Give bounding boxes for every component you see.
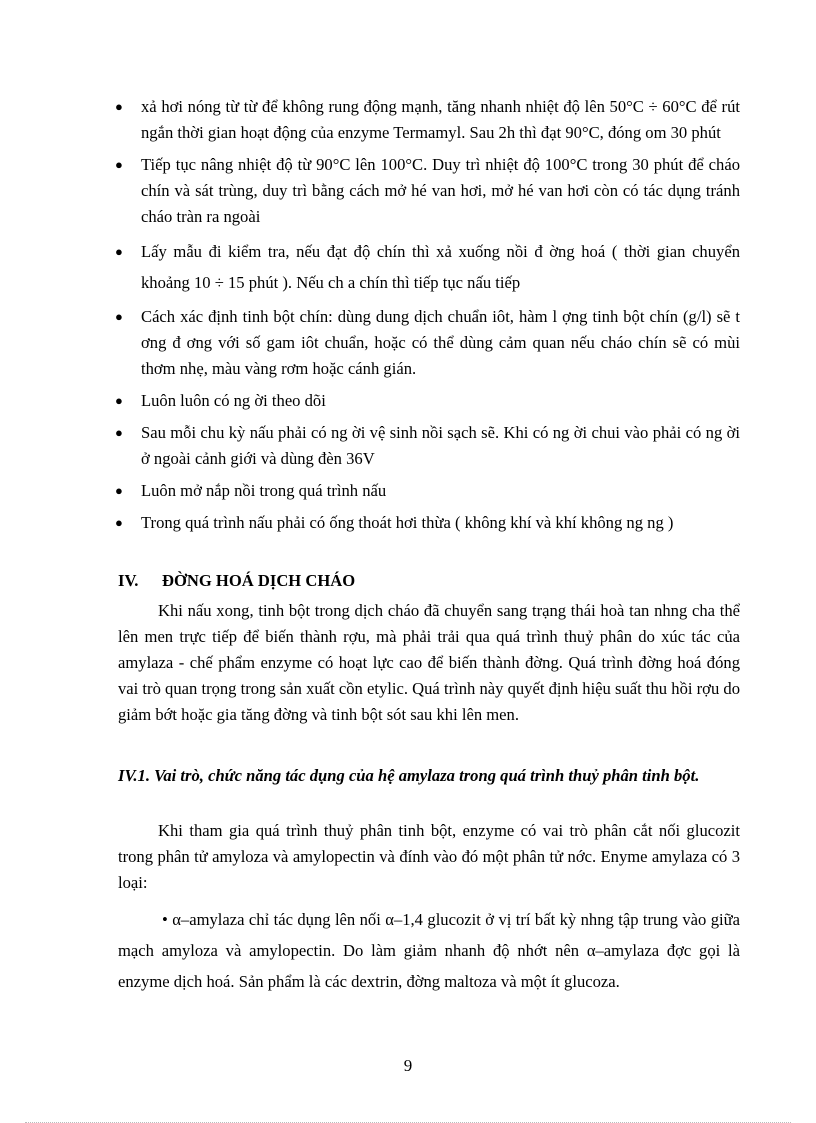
list-item-text: xả hơi nóng từ từ để không rung động mạnh, tăng nhanh nhiệt độ lên 50°C ÷ 60°C để rút ngắn thời gian hoạt động của enzyme Termamyl. Sau 2h thì đạt 90°C, đóng om 30 phút bbox=[141, 97, 740, 142]
bullet-list bbox=[110, 94, 740, 542]
body-paragraph: Khi nấu xong, tinh bột trong dịch cháo đã chuyển sang trạng thái hoà tan nhng cha thể lên men trực tiếp để biến thành rợu, mà phải trải qua quá trình thuỷ phân do xúc tác của amylaza - chế phẩm enzyme có hoạt lực cao để biến thành đờng. Quá trình đờng hoá đóng vai trò quan trọng trong sản xuất cồn etylic. Quá trình này quyết định hiệu suất thu hồi rợu do giảm bớt hoặc gia tăng đờng và tinh bột sót sau khi lên men. bbox=[118, 601, 740, 724]
bullet-icon: ● bbox=[115, 309, 123, 324]
list-item bbox=[110, 510, 740, 536]
bullet-icon: ● bbox=[115, 425, 123, 440]
section-title: ĐỜNG HOÁ DỊCH CHÁO bbox=[162, 571, 356, 590]
body-paragraph: Khi tham gia quá trình thuỷ phân tinh bột, enzyme có vai trò phân cắt nối glucozit trong phân tử amyloza và amylopectin và đính vào đó một phân tử nớc. Enyme amylaza có 3 loại: bbox=[118, 821, 740, 892]
bullet-icon: ● bbox=[115, 99, 123, 114]
list-item-text: Sau mỗi chu kỳ nấu phải có ng ời vệ sinh nồi sạch sẽ. Khi có ng ời chui vào phải có ng ời ở ngoài cảnh giới và dùng đèn 36V bbox=[141, 423, 740, 468]
bullet-icon: ● bbox=[115, 244, 123, 259]
alpha-amylaza-paragraph: • α–amylaza chỉ tác dụng lên nối α–1,4 glucozit ở vị trí bất kỳ nhng tập trung vào giữa mạch amyloza và amylopectin. Do làm giảm nhanh độ nhớt nên α–amylaza đợc gọi là enzyme dịch hoá. Sản phẩm là các dextrin, đờng maltoza và một ít glucoza. bbox=[118, 910, 740, 991]
list-item-text: Tiếp tục nâng nhiệt độ từ 90°C lên 100°C. Duy trì nhiệt độ 100°C trong 30 phút để cháo chín và sát trùng, duy trì bằng cách mở hé van hơi, mở hé van hơi còn có tác dụng tránh cháo tràn ra ngoài bbox=[141, 155, 740, 226]
list-item-text: Lấy mẫu đi kiểm tra, nếu đạt độ chín thì xả xuống nồi đ ờng hoá ( thời gian chuyển khoảng 10 ÷ 15 phút ). Nếu ch a chín thì tiếp tục nấu tiếp bbox=[141, 242, 740, 292]
list-item-text: Luôn mở nắp nồi trong quá trình nấu bbox=[141, 481, 387, 500]
list-item bbox=[110, 94, 740, 146]
subsection-heading: IV.1. Vai trò, chức năng tác dụng của hệ amylaza trong quá trình thuỷ phân tinh bột. bbox=[118, 766, 700, 785]
list-item bbox=[110, 420, 740, 472]
list-item-text: Trong quá trình nấu phải có ống thoát hơi thừa ( không khí và khí không ng ng ) bbox=[141, 513, 674, 532]
list-item bbox=[110, 388, 740, 414]
section-number: IV. bbox=[118, 571, 139, 590]
list-item-text: Cách xác định tinh bột chín: dùng dung dịch chuẩn iôt, hàm l ợng tinh bột chín (g/l) sẽ t ơng đ ơng với số gam iôt chuẩn, hoặc có thể dùng cảm quan nếu cháo chín sẽ có mùi thơm nhẹ, màu vàng rơm hoặc cánh gián. bbox=[141, 307, 740, 378]
list-item bbox=[110, 304, 740, 382]
page-number: 9 bbox=[403, 1056, 413, 1075]
bullet-icon: ● bbox=[115, 483, 123, 498]
bullet-icon: ● bbox=[115, 157, 123, 172]
bullet-icon: ● bbox=[115, 393, 123, 408]
section-heading bbox=[118, 571, 355, 591]
list-item-text: Luôn luôn có ng ời theo dõi bbox=[141, 391, 326, 410]
bullet-icon: ● bbox=[115, 515, 123, 530]
list-item bbox=[110, 152, 740, 230]
list-item bbox=[110, 236, 740, 298]
list-item bbox=[110, 478, 740, 504]
